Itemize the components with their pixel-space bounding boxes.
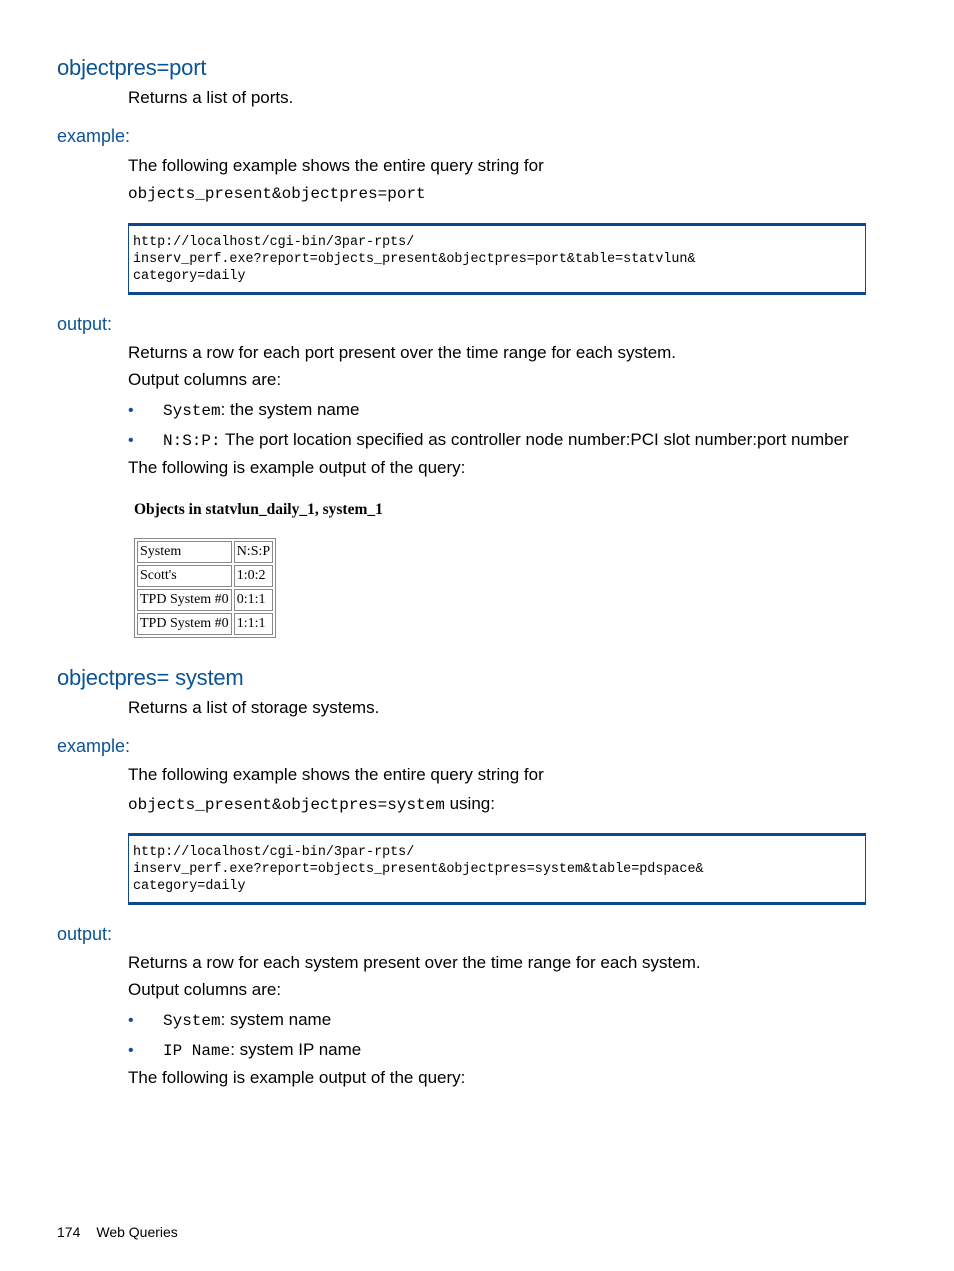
section-description: Returns a list of ports. [128, 88, 294, 107]
columns-intro: Output columns are: [128, 980, 282, 999]
column-name: N:S:P: [163, 432, 221, 450]
output-description: Returns a row for each port present over the time range for each system. [128, 343, 677, 362]
list-item [163, 1011, 331, 1029]
table-cell: TPD System #0 [137, 613, 232, 635]
bullet-icon: • [128, 402, 134, 419]
bullet-icon: • [128, 1042, 134, 1059]
example-output-intro: The following is example output of the query: [128, 458, 466, 477]
code-line: http://localhost/cgi-bin/3par-rpts/ [133, 845, 415, 860]
code-block-url [128, 223, 866, 295]
example-heading: example: [57, 126, 131, 146]
output-heading: output: [57, 314, 113, 334]
example-query-suffix: using: [444, 794, 495, 813]
table-row [137, 541, 273, 563]
table-row [137, 589, 273, 611]
section-description: Returns a list of storage systems. [128, 698, 380, 717]
column-desc: The port location specified as controller node number:PCI slot number:port number [220, 430, 849, 449]
example-intro: The following example shows the entire query string for [128, 156, 544, 175]
table-cell: 0:1:1 [234, 589, 273, 611]
table-cell: 1:0:2 [234, 565, 273, 587]
table-row [137, 565, 273, 587]
list-item [163, 1041, 361, 1059]
bullet-icon: • [128, 1012, 134, 1029]
table-cell: N:S:P [234, 541, 273, 563]
example-query: objects_present&objectpres=port [128, 185, 426, 203]
list-item [163, 401, 360, 419]
column-name: System [163, 402, 221, 420]
footer-section-title: Web Queries [96, 1224, 178, 1240]
table-caption: Objects in statvlun_daily_1, system_1 [134, 501, 383, 518]
example-query-line [128, 795, 495, 813]
page-number: 174 [57, 1224, 81, 1240]
code-line: http://localhost/cgi-bin/3par-rpts/ [133, 235, 415, 250]
code-block-url [128, 833, 866, 905]
column-name: IP Name [163, 1042, 231, 1060]
table-cell: 1:1:1 [234, 613, 273, 635]
objects-table [134, 538, 276, 638]
output-heading: output: [57, 924, 113, 944]
code-line: category=daily [133, 269, 246, 284]
table-cell: System [137, 541, 232, 563]
example-output-intro: The following is example output of the query: [128, 1068, 466, 1087]
list-item [163, 431, 849, 449]
page-footer [57, 1224, 178, 1240]
bullet-icon: • [128, 432, 134, 449]
table-cell: TPD System #0 [137, 589, 232, 611]
column-desc: : system IP name [230, 1040, 362, 1059]
column-desc: : the system name [220, 400, 360, 419]
section-heading-system: objectpres= system [57, 665, 244, 690]
example-heading: example: [57, 736, 131, 756]
code-line: inserv_perf.exe?report=objects_present&objectpres=port&table=statvlun& [133, 252, 696, 267]
code-line: inserv_perf.exe?report=objects_present&objectpres=system&table=pdspace& [133, 862, 704, 877]
example-query: objects_present&objectpres=system [128, 796, 445, 814]
code-line: category=daily [133, 879, 246, 894]
example-intro: The following example shows the entire query string for [128, 765, 544, 784]
output-description: Returns a row for each system present over the time range for each system. [128, 953, 701, 972]
column-desc: : system name [220, 1010, 332, 1029]
columns-intro: Output columns are: [128, 370, 282, 389]
table-row [137, 613, 273, 635]
table-cell: Scott's [137, 565, 232, 587]
column-name: System [163, 1012, 221, 1030]
section-heading-port: objectpres=port [57, 55, 207, 80]
